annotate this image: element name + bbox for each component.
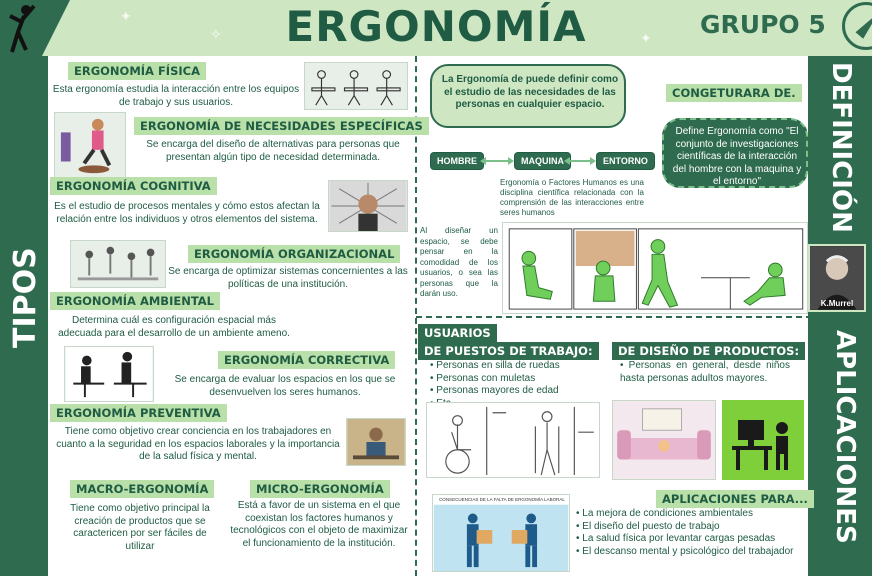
aplicaciones-para-list (576, 508, 806, 558)
computer-user-icon (722, 400, 804, 480)
aplicaciones-para-title: APLICACIONES PARA... (656, 490, 814, 508)
disenar-espacio-text: Al diseñar un espacio, se debe pensar en la comodidad de los usuarios, o sea las personas que la darán uso. (420, 226, 498, 298)
tipo-cognitiva-title: ERGONOMÍA COGNITIVA (50, 177, 217, 195)
tipo-preventiva-text: Tiene como objetivo crear conciencia en los trabajadores en cuanto a la seguridad en los espacios laborales y la importancia de la salud física y mental. (56, 426, 340, 462)
tipo-organizacional-text: Se encarga de optimizar sistemas concernientes a las políticas de una institución. (168, 266, 408, 290)
sparkle-icon: ✦ (120, 8, 132, 24)
flow-maquina: MAQUINA (514, 152, 571, 170)
murrel-portrait (808, 244, 866, 312)
definition-bubble-text: La Ergonomía de puede definir como el estudio de las necesidades de las personas en cualquier espacio. (441, 74, 619, 110)
tipo-macro-title: MACRO-ERGONOMÍA (70, 480, 214, 498)
header-banner (0, 0, 872, 56)
portrait-caption: K.Murrel (820, 299, 854, 308)
workers-illustration (304, 62, 408, 110)
list-item: • El descanso mental y psicológico del trabajador (576, 546, 806, 559)
definition-bubble (430, 64, 626, 128)
worker-at-desk-photo (346, 418, 406, 466)
stressed-person-photo (328, 180, 408, 232)
sparkle-icon: ✧ (210, 26, 222, 42)
tipo-cognitiva-text: Es el estudio de procesos mentales y cómo estos afectan la relación entre los individuos y otros elementos del sistema. (54, 201, 320, 225)
illustration-caption: CONSECUENCIAS DE LA FALTA DE ERGONOMÍA LABORAL (439, 497, 565, 502)
list-item: • Personas mayores de edad (430, 385, 560, 398)
tipo-macro-text: Tiene como objetivo principal la creación de productos que se caractericen por ser fáciles de utilizar (70, 503, 210, 552)
tipo-correctiva-title: ERGONOMÍA CORRECTIVA (218, 351, 395, 369)
section-title-tipos: TIPOS (8, 247, 43, 348)
divider-horizontal (416, 316, 872, 318)
sparkle-icon: ✦ (640, 30, 652, 46)
list-item: • El diseño del puesto de trabajo (576, 521, 806, 534)
tipo-fisica-text: Esta ergonomía estudia la interacción entre los equipos de trabajo y sus usuarios. (52, 84, 300, 108)
list-item: • La salud física por levantar cargas pesadas (576, 533, 806, 546)
ergonomic-sofa-illustration (612, 400, 716, 480)
list-item: • Personas en silla de ruedas (430, 360, 560, 373)
productos-text: • Personas en general, desde niños hasta personas adultos mayores. (620, 360, 790, 384)
wheelchair-crutches-diagram (426, 402, 600, 478)
group-label: GRUPO 5 (700, 10, 826, 39)
productos-text-content: Personas en general, desde niños hasta personas adultos mayores. (620, 360, 790, 384)
double-arrow-icon (566, 160, 594, 162)
anthropometric-diagram (502, 222, 808, 314)
conjetura-title: CONGETURARA DE. (666, 84, 802, 102)
tipo-preventiva-title: ERGONOMÍA PREVENTIVA (50, 404, 227, 422)
tipo-fisica-title: ERGONOMÍA FÍSICA (68, 62, 206, 80)
conjetura-cloud (662, 118, 808, 188)
factores-humanos-text: Ergonomía o Factores Humanos es una disciplina científica relacionada con la comprensión de las interacciones entre seres humanos (500, 178, 644, 217)
tipo-ambiental-title: ERGONOMÍA AMBIENTAL (50, 292, 220, 310)
lifting-boxes-illustration (432, 494, 570, 572)
tipo-ambiental-text: Determina cuál es configuración espacial más adecuada para el desarrollo de un ambiente ameno. (58, 315, 290, 339)
section-title-aplicaciones: APLICACIONES (830, 330, 860, 544)
list-item: • La mejora de condiciones ambientales (576, 508, 806, 521)
conjetura-text: Define Ergonomía como "El conjunto de investigaciones científicas de la interacción del hombre con la maquina y el entorno" (672, 126, 802, 187)
tipo-micro-text: Está a favor de un sistema en el que coexistan los factores humanos y tecnológicos con el objeto de maximizar el funcionamiento de la institución. (230, 500, 408, 549)
productos-title: DE DISEÑO DE PRODUCTOS: (612, 342, 805, 360)
flow-entorno: ENTORNO (596, 152, 655, 170)
office-team-illustration (70, 240, 166, 288)
section-title-definicion: DEFINICIÓN (826, 62, 856, 233)
puestos-title: DE PUESTOS DE TRABAJO: (418, 342, 599, 360)
list-item: • Personas con muletas (430, 373, 560, 386)
tipo-necesidades-text: Se encarga del diseño de alternativas para personas que presentan algún tipo de necesidad determinada. (146, 139, 400, 163)
usuarios-title: USUARIOS (418, 324, 497, 342)
double-arrow-icon (482, 160, 512, 162)
tipo-micro-title: MICRO-ERGONOMÍA (250, 480, 390, 498)
desk-workers-illustration (64, 346, 154, 402)
ergonomic-chair-illustration (54, 112, 126, 178)
tipo-necesidades-title: ERGONOMÍA DE NECESIDADES ESPECÍFICAS (134, 117, 429, 135)
tipo-correctiva-text: Se encarga de evaluar los espacios en los que se desenvuelven los seres humanos. (174, 374, 396, 398)
tipo-organizacional-title: ERGONOMÍA ORGANIZACIONAL (188, 245, 400, 263)
flow-hombre: HOMBRE (430, 152, 484, 170)
page-title: ERGONOMÍA (285, 2, 587, 51)
